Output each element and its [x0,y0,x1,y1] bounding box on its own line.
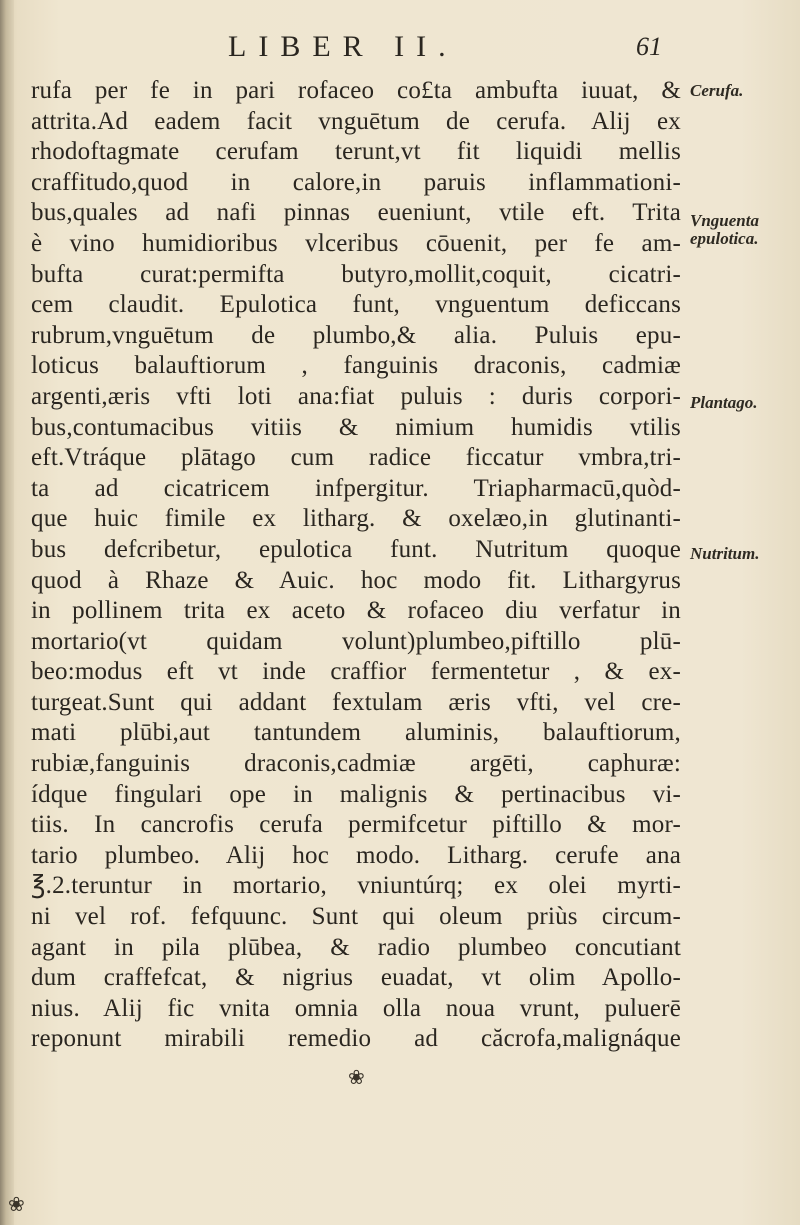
page-header [0,30,800,70]
margin-note-cerusa: Cerufa. [690,81,744,100]
running-head: LIBER II. [228,30,458,63]
page-gutter [0,0,14,1225]
text-line: tario plumbeo. Alij hoc modo. Litharg. cerufe ana [31,841,681,869]
text-line: rubiæ,fanguinis draconis,cadmiæ argēti, caphuræ: [31,750,681,778]
text-line: reponunt mirabili remedio ad căcrofa,malignáque [31,1025,681,1053]
text-line: bus,contumacibus vitiis & nimium humidis vtilis [31,413,681,441]
text-line: attrita.Ad eadem facit vnguētum de cerufa. Alij ex [31,107,681,135]
text-line: rhodoftagmate cerufam terunt,vt fit liquidi mellis [31,138,681,166]
text-line: bufta curat:permifta butyro,mollit,coquit, cicatri- [31,260,681,288]
text-line: ta ad cicatricem infpergitur. Triapharmacū,quòd- [31,474,681,502]
text-line: ℥.2.teruntur in mortario, vniuntúrq; ex olei myrti- [31,872,681,900]
margin-note-unguenta: Vnguenta epulotica. [690,211,759,248]
text-line: in pollinem trita ex aceto & rofaceo diu verfatur in [31,597,681,625]
text-line: bus defcribetur, epulotica funt. Nutritum quoque [31,535,681,563]
main-text-block [31,76,681,1055]
text-line: rubrum,vnguētum de plumbo,& alia. Puluis epu- [31,321,681,349]
text-line: nius. Alij fic vnita omnia olla noua vrunt, puluerē [31,994,681,1022]
text-line: eft.Vtráque plātago cum radice ficcatur vmbra,tri- [31,444,681,472]
text-line: agant in pila plūbea, & radio plumbeo concutiant [31,933,681,961]
signature-ornament: ❀ [8,1192,25,1216]
text-line: beo:modus eft vt inde craffior fermentetur , & ex- [31,658,681,686]
text-line: ídque fingulari ope in malignis & pertinacibus vi- [31,780,681,808]
text-line: cem claudit. Epulotica funt, vnguentum deficcans [31,291,681,319]
margin-note-plantago: Plantago. [690,393,758,412]
catchword-ornament: ❀ [348,1065,365,1089]
text-line: argenti,æris vfti loti ana:fiat puluis : duris corpori- [31,382,681,410]
text-line: mortario(vt quidam volunt)plumbeo,piftillo plū- [31,627,681,655]
marginal-notes [690,0,800,1225]
text-line: loticus balauftiorum , fanguinis draconis, cadmiæ [31,352,681,380]
text-line: que huic fimile ex litharg. & oxelæo,in glutinanti- [31,505,681,533]
text-line: è vino humidioribus vlceribus cōuenit, per fe am- [31,229,681,257]
text-line: ni vel rof. fefquunc. Sunt qui oleum priùs circum- [31,903,681,931]
text-line: rufa per fe in pari rofaceo co£ta ambufta iuuat, & [31,77,681,104]
text-line: bus,quales ad nafi pinnas eueniunt, vtile eft. Trita [31,199,681,227]
folio-number: 61 [636,32,662,61]
text-line: quod à Rhaze & Auic. hoc modo fit. Lithargyrus [31,566,681,594]
text-line: turgeat.Sunt qui addant fextulam æris vfti, vel cre- [31,688,681,716]
text-line: mati plūbi,aut tantundem aluminis, balauftiorum, [31,719,681,747]
text-line: dum craffefcat, & nigrius euadat, vt olim Apollo- [31,964,681,992]
margin-note-nutritum: Nutritum. [690,544,760,563]
text-line: craffitudo,quod in calore,in paruis inflammationi- [31,168,681,196]
text-line: tiis. In cancrofis cerufa permifcetur piftillo & mor- [31,811,681,839]
